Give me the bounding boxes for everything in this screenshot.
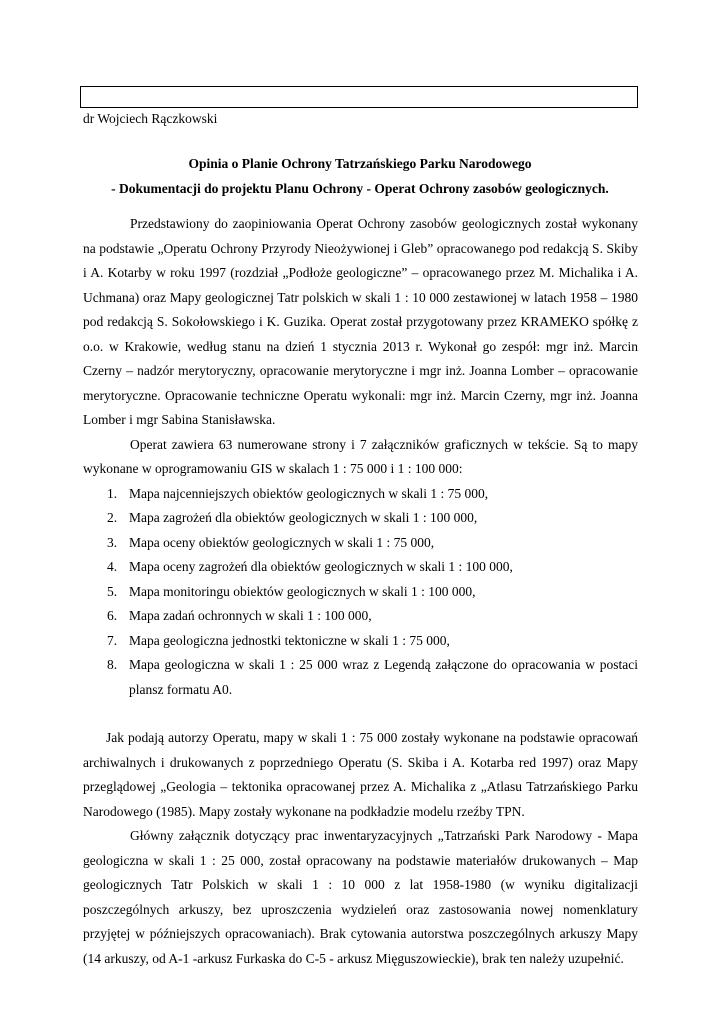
list-number: 4. bbox=[107, 559, 118, 574]
document-title: Opinia o Planie Ochrony Tatrzańskiego Parku Narodowego bbox=[188, 156, 532, 171]
list-item bbox=[83, 580, 638, 605]
list-item-text: Mapa oceny obiektów geologicznych w skali 1 : 75 000, bbox=[129, 534, 435, 550]
spacer bbox=[83, 702, 638, 726]
list-item bbox=[83, 604, 638, 629]
list-item bbox=[83, 531, 638, 556]
list-number: 2. bbox=[107, 510, 118, 525]
list-number: 6. bbox=[107, 608, 118, 623]
list-item-text: Mapa monitoringu obiektów geologicznych w skali 1 : 100 000, bbox=[129, 583, 476, 599]
list-item-text: Mapa geologiczna jednostki tektoniczne w skali 1 : 75 000, bbox=[129, 632, 450, 648]
list-item bbox=[83, 506, 638, 531]
list-number: 5. bbox=[107, 583, 118, 599]
list-item-text: Mapa najcenniejszych obiektów geologicznych w skali 1 : 75 000, bbox=[129, 485, 489, 501]
list-number: 1. bbox=[107, 485, 118, 501]
paragraph-sources: Jak podają autorzy Operatu, mapy w skali 1 : 75 000 zostały wykonane na podstawie opracowań archiwalnych i drukowanych z poprzedniego Operatu (S. Skiba i A. Kotarba red 1997) oraz Mapy przeglądowej „Geologia – tektonika opracowanej przez A. Michalika z „Atlasu Tatrzańskiego Parku Narodowego (1985). Mapy zostały wykonane na podkładzie modelu rzeźby TPN. bbox=[83, 730, 638, 819]
list-item bbox=[83, 653, 638, 702]
document-body bbox=[83, 212, 638, 971]
list-item bbox=[83, 629, 638, 654]
header-box bbox=[80, 86, 638, 108]
paragraph-main-attachment: Główny załącznik dotyczący prac inwentaryzacyjnych „Tatrzański Park Narodowy - Mapa geologiczna w skali 1 : 25 000, został opracowany na podstawie materiałów drukowanych – Map geologicznych Tatr Polskich w skali 1 : 10 000 z lat 1958-1980 (w wyniku digitalizacji poszczególnych arkuszy, bez uproszczenia wydzieleń oraz zastosowania nowej nomenklatury przyjętej w późniejszych opracowaniach). Brak cytowania autorstwa poszczególnych arkuszy Mapy (14 arkuszy, od A-1 -arkusz Furkaska do C-5 - arkusz Mięguszowieckie), brak ten należy uzupełnić. bbox=[83, 828, 638, 966]
list-item bbox=[83, 482, 638, 507]
list-item-text: Mapa oceny zagrożeń dla obiektów geologicznych w skali 1 : 100 000, bbox=[129, 559, 513, 574]
list-number: 3. bbox=[107, 534, 118, 550]
list-item-text: Mapa geologiczna w skali 1 : 25 000 wraz z Legendą załączone do opracowania w postaci plansz formatu A0. bbox=[129, 657, 638, 697]
paragraph-contents: Operat zawiera 63 numerowane strony i 7 załączników graficznych w tekście. Są to mapy wykonane w oprogramowaniu GIS w skalach 1 : 75 000 i 1 : 100 000: bbox=[83, 436, 638, 476]
list-item bbox=[83, 555, 638, 580]
list-number: 8. bbox=[107, 657, 118, 672]
list-item-text: Mapa zagrożeń dla obiektów geologicznych w skali 1 : 100 000, bbox=[129, 510, 478, 525]
paragraph-intro: Przedstawiony do zaopiniowania Operat Ochrony zasobów geologicznych został wykonany na podstawie „Operatu Ochrony Przyrody Nieożywionej i Gleb” opracowanego pod redakcją S. Skiby i A. Kotarby w roku 1997 (rozdział „Podłoże geologiczne” – opracowanego przez M. Michalika i A. Uchmana) oraz Mapy geologicznej Tatr polskich w skali 1 : 10 000 zestawionej w latach 1958 – 1980 pod redakcją S. Sokołowskiego i K. Guzika. Operat został przygotowany przez KRAMEKO spółkę z o.o. w Krakowie, według stanu na dzień 1 stycznia 2013 r. Wykonał go zespół: mgr inż. Marcin Czerny – nadzór merytoryczny, opracowanie merytoryczne i mgr inż. Joanna Lomber – opracowanie merytoryczne. Opracowanie techniczne Operatu wykonali: mgr inż. Marcin Czerny, mgr inż. Joanna Lomber i mgr Sabina Stanisławska. bbox=[83, 216, 638, 427]
document-subtitle: - Dokumentacji do projektu Planu Ochrony - Operat Ochrony zasobów geologicznych. bbox=[111, 181, 609, 196]
list-number: 7. bbox=[107, 632, 118, 648]
list-item-text: Mapa zadań ochronnych w skali 1 : 100 000, bbox=[129, 608, 372, 623]
author-line: dr Wojciech Rączkowski bbox=[83, 111, 218, 126]
maps-list bbox=[83, 482, 638, 703]
